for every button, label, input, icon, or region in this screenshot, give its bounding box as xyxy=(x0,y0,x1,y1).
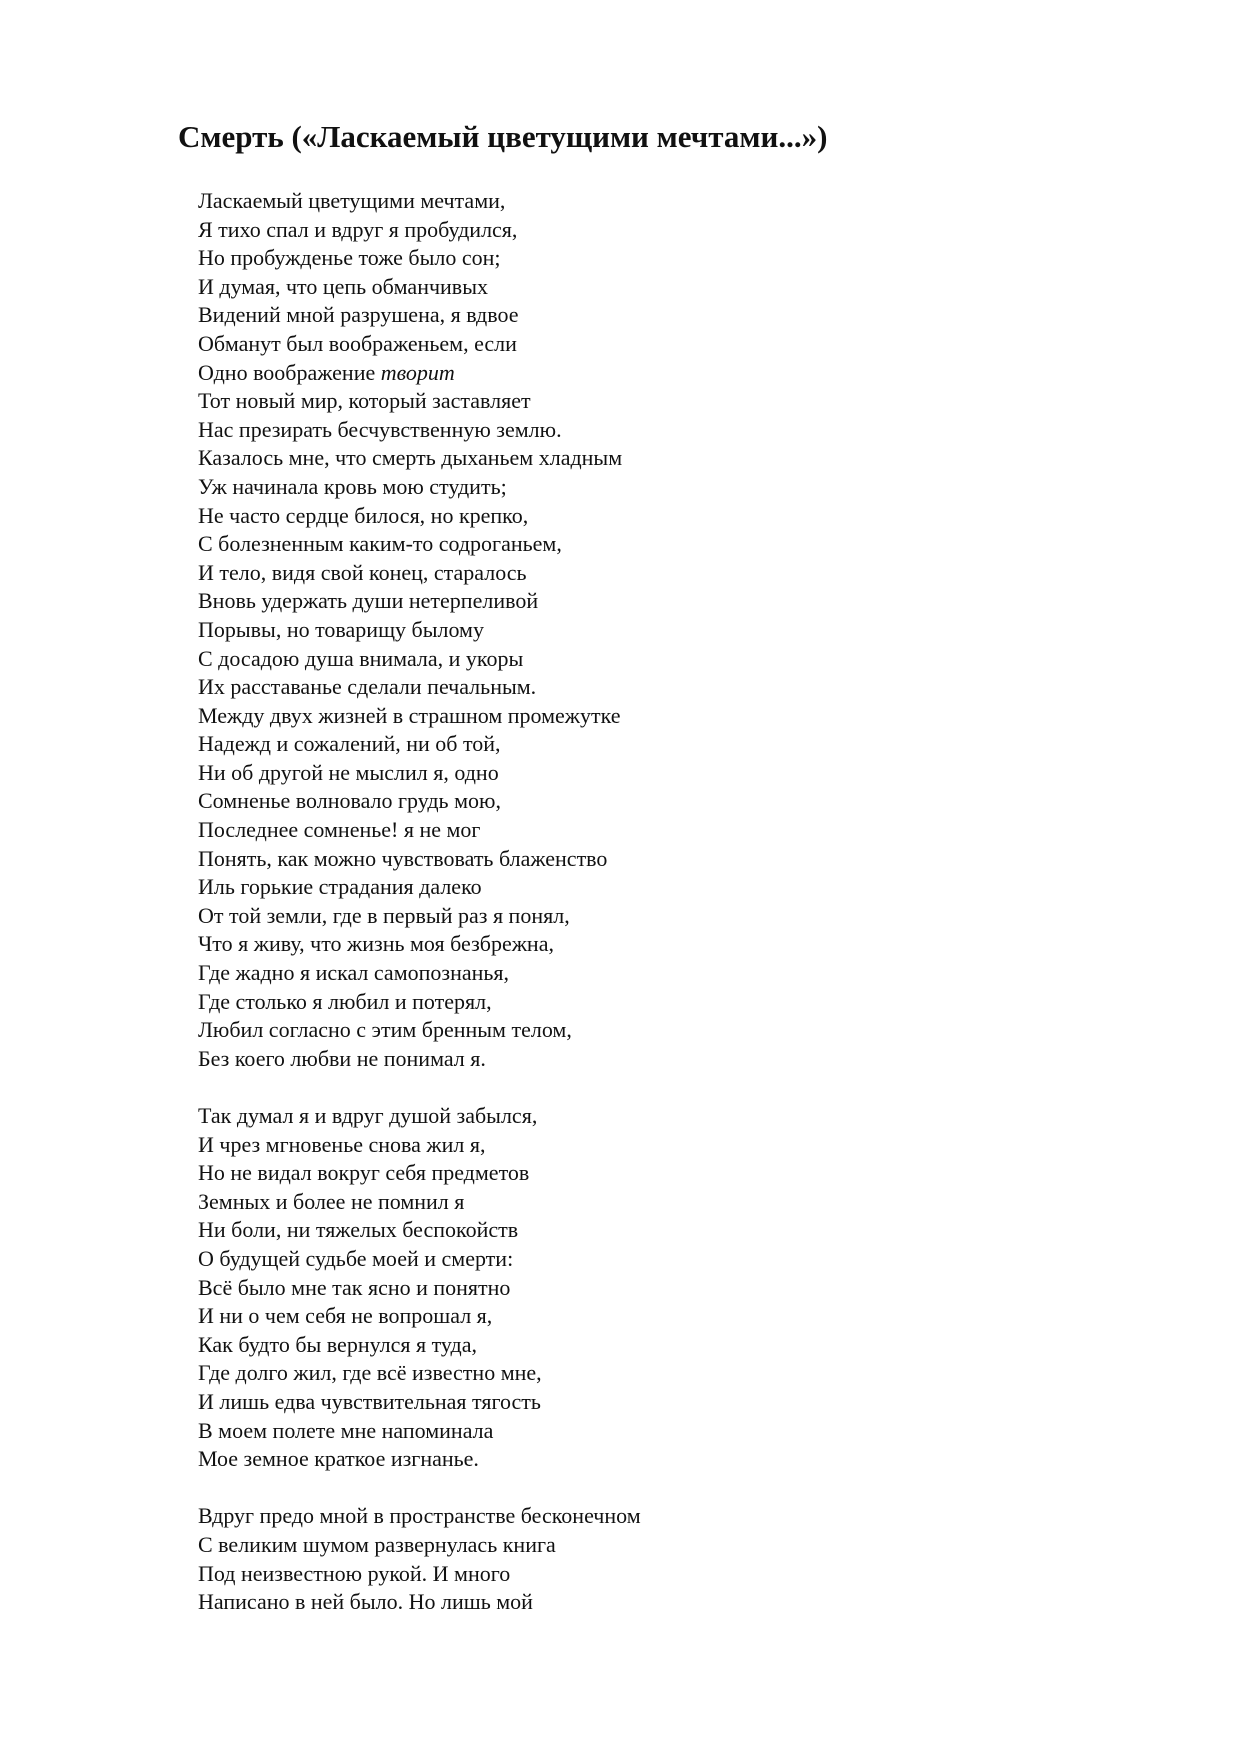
poem-line: Обманут был воображеньем, если xyxy=(198,330,517,356)
poem-line: Но пробужденье тоже было сон; xyxy=(198,245,501,271)
poem-body xyxy=(198,187,1198,1645)
poem-line: Последнее сомненье! я не мог xyxy=(198,817,481,843)
stanza-3 xyxy=(198,1502,1198,1616)
poem-line: Уж начинала кровь мою студить; xyxy=(198,473,507,499)
poem-line: Нас презирать бесчувственную землю. xyxy=(198,416,562,442)
poem-line: Я тихо спал и вдруг я пробудился, xyxy=(198,216,518,242)
poem-line: Сомненье волновало грудь мою, xyxy=(198,788,501,814)
poem-line: Но не видал вокруг себя предметов xyxy=(198,1160,530,1186)
stanza-2 xyxy=(198,1102,1198,1474)
poem-line-with-italic xyxy=(198,359,1198,388)
poem-line: И лишь едва чувствительная тягость xyxy=(198,1388,541,1414)
poem-line: Всё было мне так ясно и понятно xyxy=(198,1274,511,1300)
poem-line-text: Одно воображение xyxy=(198,359,376,385)
italic-word: творит xyxy=(380,359,455,385)
poem-line: Так думал я и вдруг душой забылся, xyxy=(198,1103,538,1128)
poem-line: И ни о чем себя не вопрошал я, xyxy=(198,1303,493,1329)
poem-line: О будущей судьбе моей и смерти: xyxy=(198,1245,514,1271)
poem-title: Смерть («Ласкаемый цветущими мечтами...») xyxy=(178,119,828,154)
poem-line: Порывы, но товарищу былому xyxy=(198,616,484,642)
poem-line: Ни об другой не мыслил я, одно xyxy=(198,759,499,785)
poem-line: Ласкаемый цветущими мечтами, xyxy=(198,188,506,213)
poem-line: Надежд и сожалений, ни об той, xyxy=(198,731,501,757)
poem-line: Казалось мне, что смерть дыханьем хладным xyxy=(198,445,623,471)
poem-line: С досадою душа внимала, и укоры xyxy=(198,645,524,671)
poem-line: С великим шумом развернулась книга xyxy=(198,1531,556,1557)
poem-line: Понять, как можно чувствовать блаженство xyxy=(198,845,608,871)
poem-line: Где столько я любил и потерял, xyxy=(198,988,492,1014)
poem-line: И тело, видя свой конец, старалось xyxy=(198,559,527,585)
poem-line: Не часто сердце билося, но крепко, xyxy=(198,502,529,528)
poem-line: Где долго жил, где всё известно мне, xyxy=(198,1360,542,1386)
poem-line: Вновь удержать души нетерпеливой xyxy=(198,588,539,614)
poem-line: Мое земное краткое изгнанье. xyxy=(198,1446,479,1472)
poem-line: С болезненным каким-то содроганьем, xyxy=(198,531,562,557)
poem-line: Вдруг предо мной в пространстве бесконечном xyxy=(198,1503,641,1529)
poem-line: Как будто бы вернулся я туда, xyxy=(198,1331,478,1357)
poem-line: Видений мной разрушена, я вдвое xyxy=(198,302,519,328)
poem-line: Любил согласно с этим бренным телом, xyxy=(198,1017,572,1043)
poem-line: В моем полете мне напоминала xyxy=(198,1417,494,1443)
poem-line: От той земли, где в первый раз я понял, xyxy=(198,902,570,928)
poem-line: Ни боли, ни тяжелых беспокойств xyxy=(198,1217,519,1243)
poem-line: Написано в ней было. Но лишь мой xyxy=(198,1589,533,1615)
poem-line: Тот новый мир, который заставляет xyxy=(198,388,531,414)
stanza-1 xyxy=(198,187,1198,1073)
poem-line: Под неизвестною рукой. И много xyxy=(198,1560,511,1586)
poem-line: Их расставанье сделали печальным. xyxy=(198,674,537,700)
poem-line: Земных и более не помнил я xyxy=(198,1188,465,1214)
poem-line: И думая, что цепь обманчивых xyxy=(198,273,488,299)
poem-line: Между двух жизней в страшном промежутке xyxy=(198,702,621,728)
poem-line: Иль горькие страдания далеко xyxy=(198,874,482,900)
poem-line: Что я живу, что жизнь моя безбрежна, xyxy=(198,931,554,957)
poem-line: Где жадно я искал самопознанья, xyxy=(198,960,510,986)
poem-line: И чрез мгновенье снова жил я, xyxy=(198,1131,486,1157)
poem-line: Без коего любви не понимал я. xyxy=(198,1045,486,1071)
